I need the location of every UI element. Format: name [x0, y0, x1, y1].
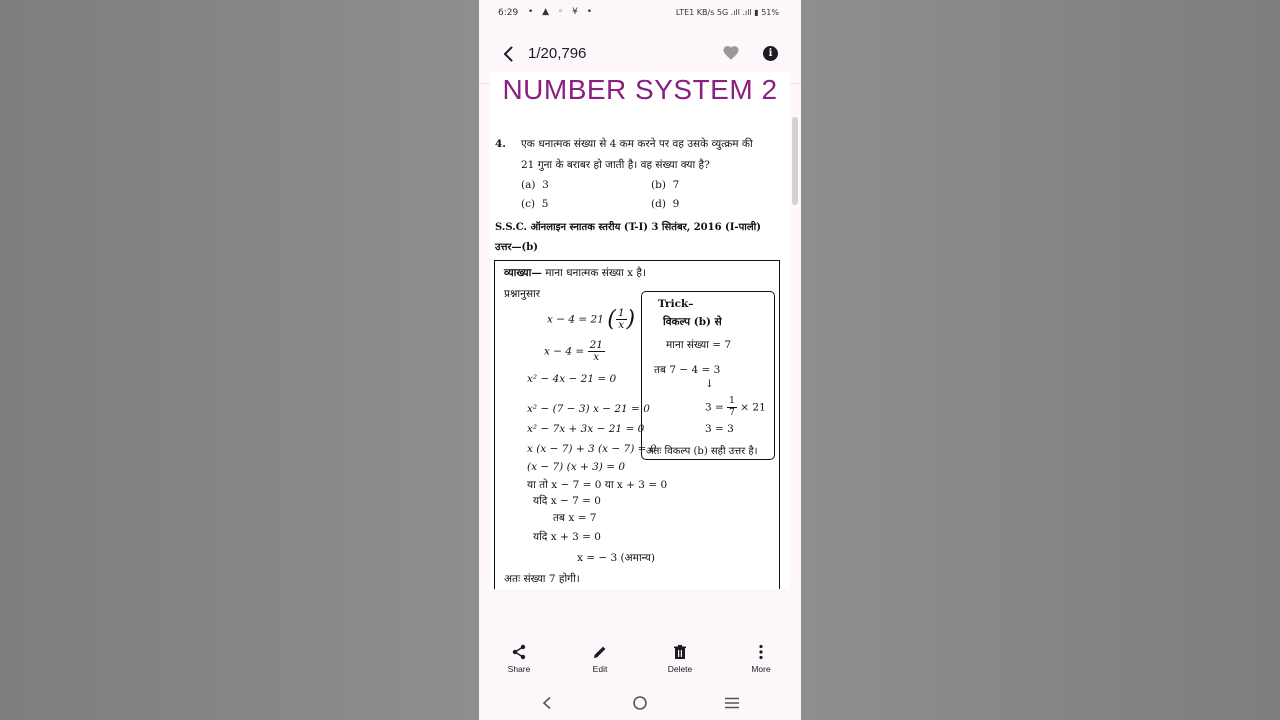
status-indicators: LTE1 KB/s 5G .ıll .ıll ▮ 51%: [675, 8, 779, 17]
equation-1: x − 4 = 21 ( $\frac{1}{x}$ ): [547, 307, 636, 332]
trick-title: Trick–: [658, 298, 694, 310]
trick-calc: 3 = $\frac{1}{7}$ × 21: [705, 396, 766, 418]
answer-label: उत्तर—(b): [495, 242, 538, 253]
option-c: (c) 5: [521, 198, 549, 210]
trash-icon: [672, 644, 688, 660]
equation-6: x (x − 7) + 3 (x − 7) = 0: [527, 443, 657, 455]
scroll-indicator[interactable]: [792, 117, 798, 205]
video-background-right: [801, 0, 1280, 720]
option-a: (a) 3: [521, 179, 549, 191]
system-navigation-bar: [479, 686, 801, 720]
question-source: S.S.C. ऑनलाइन स्नातक स्तरीय (T-I) 3 सितंबर, 2016 (I-पाली): [495, 222, 761, 233]
trick-then: तब 7 − 4 = 3: [654, 364, 721, 376]
equation-8: या तो x − 7 = 0 या x + 3 = 0: [527, 479, 668, 491]
delete-label: Delete: [667, 664, 693, 674]
system-home-icon[interactable]: [632, 695, 648, 711]
trick-option: विकल्प (b) से: [663, 316, 722, 328]
equation-10: तब x = 7: [553, 512, 597, 524]
option-d: (d) 9: [651, 198, 680, 210]
more-label: More: [751, 664, 771, 674]
conclusion: अतः संख्या 7 होगी।: [504, 573, 580, 585]
share-label: Share: [507, 664, 531, 674]
status-bar: [479, 0, 801, 28]
back-arrow-icon[interactable]: [499, 44, 519, 64]
equation-2: x − 4 = $\frac{21}{x}$: [544, 339, 603, 363]
notification-icons: • ▲ ◦ ¥ •: [528, 7, 596, 17]
equation-5: x² − 7x + 3x − 21 = 0: [527, 423, 645, 435]
app-bar: [479, 36, 801, 76]
equation-12: x = − 3 (अमान्य): [577, 552, 655, 564]
system-recents-icon[interactable]: [724, 696, 740, 710]
info-icon[interactable]: i: [763, 46, 778, 61]
more-button[interactable]: [731, 644, 791, 674]
image-counter: 1/20,796: [528, 45, 587, 62]
option-b: (b) 7: [651, 179, 680, 191]
edit-button[interactable]: [570, 644, 630, 674]
bottom-action-bar: [479, 634, 801, 686]
question-line-2: 21 गुना के बराबर हो जाती है। वह संख्या क्या है?: [521, 159, 710, 171]
equation-11: यदि x + 3 = 0: [533, 531, 601, 543]
question-line-1: एक धनात्मक संख्या से 4 कम करने पर वह उसके व्युत्क्रम की: [521, 138, 753, 150]
pencil-icon: [592, 644, 608, 660]
according-label: प्रश्नानुसार: [504, 288, 541, 300]
trick-result: 3 = 3: [705, 423, 734, 435]
question-number: 4.: [495, 138, 506, 150]
favorite-heart-icon[interactable]: [722, 44, 740, 62]
equation-9: यदि x − 7 = 0: [533, 495, 601, 507]
equation-3: x² − 4x − 21 = 0: [527, 373, 617, 385]
system-back-icon[interactable]: [541, 696, 553, 710]
status-time: 6:29: [498, 8, 519, 18]
equation-7: (x − 7) (x + 3) = 0: [527, 461, 626, 473]
explanation-intro: व्याख्या— माना धनात्मक संख्या x है।: [504, 267, 646, 279]
equation-4: x² − (7 − 3) x − 21 = 0: [527, 403, 650, 415]
trick-assume: माना संख्या = 7: [666, 339, 732, 351]
trick-arrow: ↓: [705, 378, 714, 390]
delete-button[interactable]: [650, 644, 710, 674]
share-button[interactable]: [489, 644, 549, 674]
share-icon: [511, 644, 527, 660]
more-vertical-icon: [753, 644, 769, 660]
video-background-left: [0, 0, 479, 720]
trick-final: अतः विकल्प (b) सही उत्तर है।: [646, 446, 758, 457]
edit-label: Edit: [592, 664, 608, 674]
phone-screen: [479, 0, 801, 720]
document-title: NUMBER SYSTEM 2: [502, 74, 778, 105]
document-image: [490, 72, 790, 589]
